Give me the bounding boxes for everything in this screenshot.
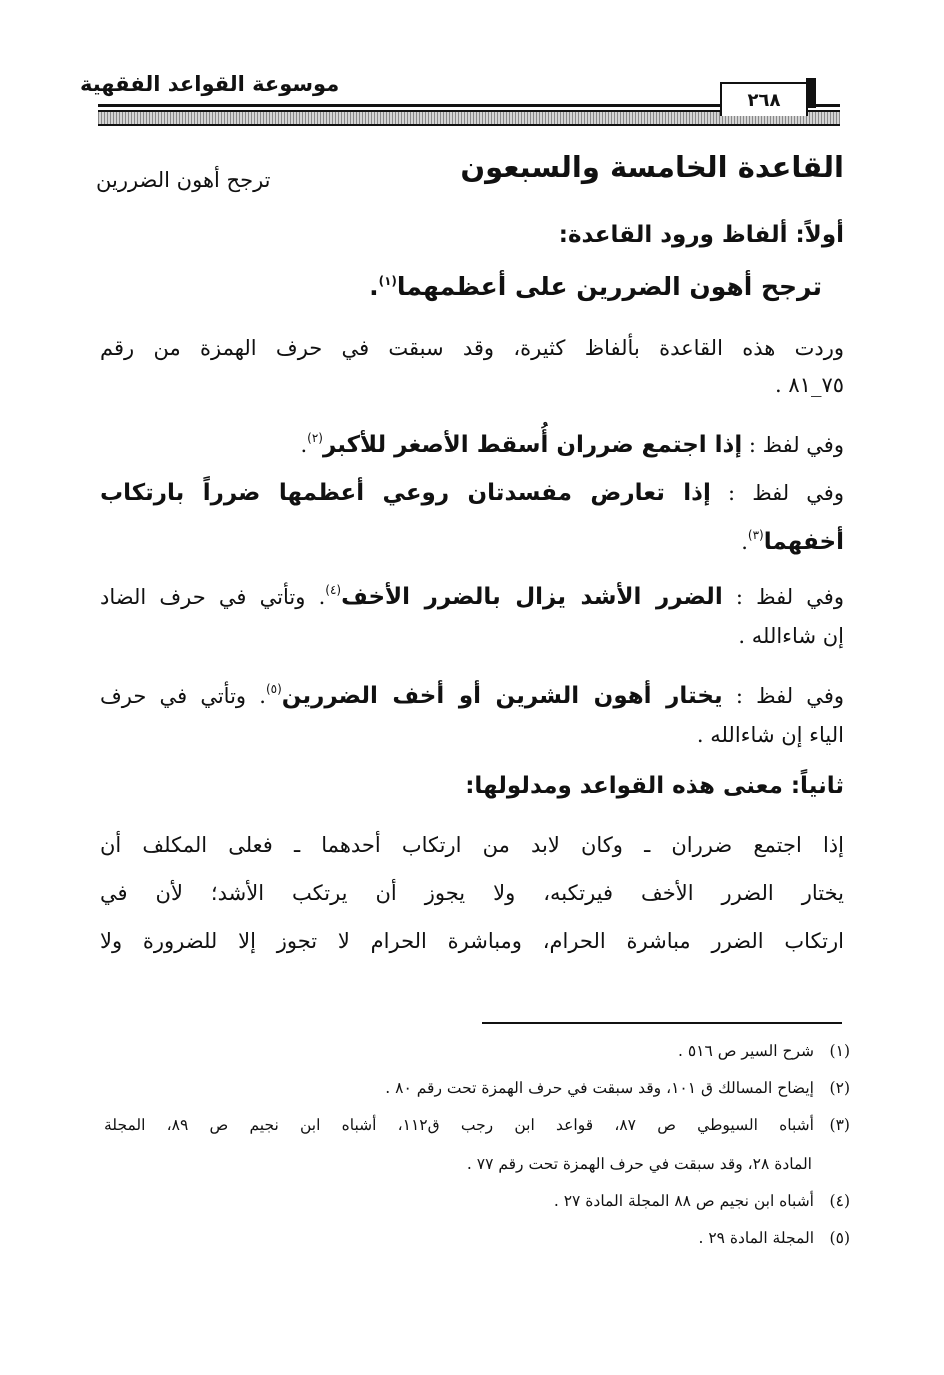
footnote-number: (٢) <box>829 1079 850 1097</box>
section-heading-second: ثانياً: معنى هذه القواعد ومدلولها: <box>465 773 844 799</box>
footnote-ref-4: (٤) <box>325 583 342 597</box>
footnote-ref-5: (٥) <box>265 682 282 696</box>
variant-text: إذا اجتمع ضرران أُسقط الأصغر للأكبر <box>322 432 743 458</box>
rule-title: القاعدة الخامسة والسبعون <box>460 150 844 184</box>
footnote-text: أشباه ابن نجيم ص ٨٨ المجلة المادة ٢٧ . <box>553 1192 814 1210</box>
paragraph-line: ارتكاب الضرر مباشرة الحرام، ومباشرة الحرام لا تجوز إلا للضرورة ولا <box>100 929 844 953</box>
page-number: ٢٦٨ <box>720 82 808 116</box>
footnote-text: أشباه السيوطي ص ٨٧، قواعد ابن رجب ق١١٢، أشباه ابن نجيم ص ٨٩، المجلة <box>104 1116 814 1134</box>
footnote-text: المجلة المادة ٢٩ . <box>698 1229 814 1247</box>
footnote-ref-2: (٢) <box>307 431 323 445</box>
footnote-number: (٤) <box>829 1192 850 1210</box>
variant-post: . وتأتي في حرف <box>100 684 266 708</box>
variant-line-2 <box>100 478 844 508</box>
footnote-3-cont <box>104 1153 812 1175</box>
paragraph-line: وردت هذه القاعدة بألفاظ كثيرة، وقد سبقت في حرف الهمزة من رقم <box>100 336 844 360</box>
variant-line-2-cont <box>100 520 844 557</box>
variant-prefix: وفي لفظ : <box>722 585 844 609</box>
footnote-number: (١) <box>829 1042 850 1060</box>
footnote-5 <box>104 1227 850 1249</box>
variant-text: أخفهما <box>763 529 844 555</box>
variant-post: . وتأتي في حرف الضاد <box>100 585 326 609</box>
variant-text: الضرر الأشد يزال بالضرر الأخف <box>341 584 723 610</box>
footnote-ref-1: (١) <box>378 274 397 288</box>
paragraph-line: يختار الضرر الأخف فيرتكبه، ولا يجوز أن يرتكب الأشد؛ لأن في <box>100 881 844 905</box>
variant-end: . <box>300 433 308 457</box>
footnote-text: إيضاح المسالك ق ١٠١، وقد سبقت في حرف الهمزة تحت رقم ٨٠ . <box>385 1079 814 1097</box>
paragraph-line: الياء إن شاءالله . <box>696 723 844 747</box>
main-rule-end: . <box>369 272 379 301</box>
variant-text: يختار أهون الشرين أو أخف الضررين <box>281 683 723 709</box>
footnote-number: (٣) <box>829 1116 850 1134</box>
footnote-text: المادة ٢٨، وقد سبقت في حرف الهمزة تحت رقم ٧٧ . <box>466 1155 812 1173</box>
variant-text: إذا تعارض مفسدتان روعي أعظمها ضرراً بارتكاب <box>100 480 711 506</box>
footnote-3 <box>104 1114 850 1136</box>
variant-line-1 <box>100 423 844 460</box>
variant-prefix: وفي لفظ : <box>742 433 844 457</box>
footnote-1 <box>104 1040 850 1062</box>
main-rule-text: ترجح أهون الضررين على أعظمهما <box>396 272 822 301</box>
main-rule-statement <box>369 272 822 301</box>
footnote-text: شرح السير ص ٥١٦ . <box>678 1042 814 1060</box>
variant-end: . <box>741 530 748 554</box>
variant-line-3 <box>100 575 844 612</box>
paragraph-line: إن شاءالله . <box>738 624 844 648</box>
section-heading-first: أولاً: ألفاظ ورود القاعدة: <box>558 222 844 248</box>
running-header-title: موسوعة القواعد الفقهية <box>80 72 340 96</box>
footnote-ref-3: (٣) <box>747 528 764 542</box>
rule-subtitle: ترجح أهون الضررين <box>96 168 271 192</box>
variant-prefix: وفي لفظ : <box>722 684 844 708</box>
paragraph-line: إذا اجتمع ضرران ـ وكان لابد من ارتكاب أحدهما ـ فعلى المكلف أن <box>100 833 844 857</box>
variant-prefix: وفي لفظ : <box>710 481 844 505</box>
paragraph-line: ٧٥_٨١ . <box>775 373 844 397</box>
footnote-separator <box>482 1022 842 1024</box>
variant-line-4 <box>100 674 844 711</box>
footnote-2 <box>104 1077 850 1099</box>
footnote-4 <box>104 1190 850 1212</box>
footnote-number: (٥) <box>829 1229 850 1247</box>
